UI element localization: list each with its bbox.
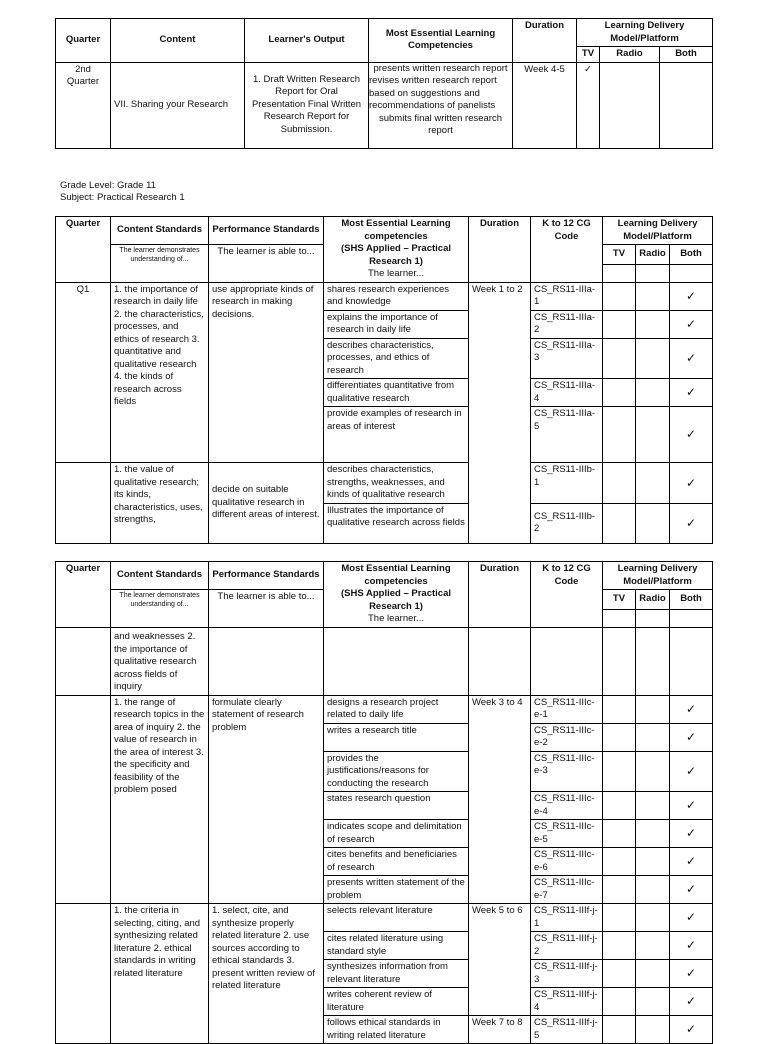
- content-cell: VII. Sharing your Research: [111, 62, 245, 148]
- header-quarter: Quarter: [56, 217, 111, 283]
- check-icon: ✓: [670, 463, 713, 504]
- check-icon: ✓: [670, 407, 713, 463]
- check-icon: ✓: [670, 751, 713, 792]
- check-icon: ✓: [670, 503, 713, 543]
- competency-item: presents written research report: [373, 62, 508, 74]
- header-both: Both: [670, 590, 713, 610]
- header-cg-code: K to 12 CG Code: [531, 562, 603, 628]
- ps-subheader: The learner is able to...: [209, 245, 324, 283]
- cg-code-cell: CS_RS11-IIIc-e-6: [531, 848, 603, 876]
- cg-code-cell: CS_RS11-IIIa-1: [531, 282, 603, 310]
- header-delivery: Learning Delivery Model/Platform: [577, 19, 713, 47]
- content-standard-cell: and weaknesses 2. the importance of qualitative research across fields of inquiry: [111, 627, 209, 695]
- check-icon: ✓: [670, 820, 713, 848]
- cg-code-cell: CS_RS11-IIIf-j-2: [531, 932, 603, 960]
- header-melc: Most Essential Learning Competencies: [369, 19, 513, 63]
- header-quarter: Quarter: [56, 19, 111, 63]
- header-delivery: Learning Delivery Model/Platform: [603, 217, 713, 245]
- header-melc: The learner...: [368, 268, 424, 279]
- cg-code-cell: CS_RS11-IIIf-j-4: [531, 988, 603, 1016]
- competency-cell: designs a research project related to daily life: [324, 695, 469, 723]
- competency-cell: describes characteristics, processes, and ethics of research: [324, 338, 469, 379]
- content-standard-cell: 1. the range of research topics in the area of inquiry 2. the value of research in the area of interest 3. the specificity and feasibility of the problem posed: [111, 695, 209, 904]
- performance-standard-cell: use appropriate kinds of research in making decisions.: [209, 282, 324, 463]
- header-radio: Radio: [600, 47, 660, 63]
- competency-cell: selects relevant literature: [324, 904, 469, 932]
- check-icon: ✓: [670, 310, 713, 338]
- duration-cell: Week 4-5: [513, 62, 577, 148]
- grade-level: Grade Level: Grade 11: [60, 180, 156, 191]
- table-q1: [55, 216, 713, 544]
- check-icon: ✓: [670, 848, 713, 876]
- check-icon: ✓: [670, 338, 713, 379]
- header-both: Both: [670, 245, 713, 265]
- header-melc: Research 1): [369, 255, 423, 267]
- header-duration: Duration: [469, 217, 531, 283]
- header-tv: TV: [603, 590, 636, 610]
- header-melc: competencies: [364, 230, 428, 242]
- cs-subheader: The learner demonstrates understanding of...: [111, 590, 209, 628]
- header-radio: Radio: [636, 245, 670, 265]
- cg-code-cell: CS_RS11-IIIf-j-5: [531, 1016, 603, 1044]
- cg-code-cell: CS_RS11-IIIa-5: [531, 407, 603, 463]
- content-standard-cell: 1. the value of qualitative research; its kinds, characteristics, uses, strengths,: [111, 463, 209, 544]
- cg-code-cell: CS_RS11-IIIb-1: [531, 463, 603, 504]
- competency-cell: shares research experiences and knowledge: [324, 282, 469, 310]
- header-delivery: Learning Delivery Model/Platform: [603, 562, 713, 590]
- check-icon: ✓: [670, 988, 713, 1016]
- competency-cell: indicates scope and delimitation of research: [324, 820, 469, 848]
- cg-code-cell: CS_RS11-IIIa-2: [531, 310, 603, 338]
- header-melc: competencies: [364, 575, 428, 587]
- header-duration: Duration: [469, 562, 531, 628]
- cg-code-cell: CS_RS11-IIIf-j-1: [531, 904, 603, 932]
- check-icon: ✓: [670, 932, 713, 960]
- header-performance-standards: Performance Standards: [209, 562, 324, 590]
- competency-cell: writes coherent review of literature: [324, 988, 469, 1016]
- competency-item: revises written research report based on suggestions and recommendations of panelists: [369, 75, 497, 111]
- header-melc: Research 1): [369, 600, 423, 612]
- performance-standard-cell: decide on suitable qualitative research in different areas of interest.: [209, 463, 324, 544]
- cg-code-cell: CS_RS11-IIIc-e-2: [531, 723, 603, 751]
- cg-code-cell: CS_RS11-IIIc-e-5: [531, 820, 603, 848]
- duration-cell: Week 7 to 8: [469, 1016, 531, 1044]
- quarter-cell: Q1: [56, 282, 111, 463]
- header-radio: Radio: [636, 590, 670, 610]
- subject: Subject: Practical Research 1: [60, 192, 185, 203]
- check-icon: ✓: [670, 904, 713, 932]
- content-standard-cell: 1. the criteria in selecting, citing, and synthesizing related literature 2. ethical standards in writing related literature: [111, 904, 209, 1044]
- output-cell: 1. Draft Written Research Report for Oral Presentation Final Written Research Report for Submission.: [245, 62, 369, 148]
- duration-cell: Week 1 to 2: [469, 282, 531, 543]
- header-melc: (SHS Applied – Practical: [341, 243, 451, 254]
- competency-cell: describes characteristics, strengths, weaknesses, and kinds of qualitative research: [324, 463, 469, 504]
- check-icon: ✓: [577, 62, 600, 148]
- check-icon: ✓: [670, 1016, 713, 1044]
- header-melc: Most Essential Learning: [341, 563, 451, 574]
- cg-code-cell: CS_RS11-IIIb-2: [531, 503, 603, 543]
- check-icon: ✓: [670, 282, 713, 310]
- competency-cell: follows ethical standards in writing related literature: [324, 1016, 469, 1044]
- cg-code-cell: CS_RS11-IIIa-4: [531, 379, 603, 407]
- header-duration: Duration: [513, 19, 577, 63]
- competency-cell: differentiates quantitative from qualitative research: [324, 379, 469, 407]
- header-content-standards: Content Standards: [111, 217, 209, 245]
- cg-code-cell: CS_RS11-IIIa-3: [531, 338, 603, 379]
- cs-subheader: The learner demonstrates understanding of...: [111, 245, 209, 283]
- check-icon: ✓: [670, 876, 713, 904]
- header-performance-standards: Performance Standards: [209, 217, 324, 245]
- header-tv: TV: [603, 245, 636, 265]
- check-icon: ✓: [670, 379, 713, 407]
- table-q1-continued: [55, 561, 713, 1044]
- competency-cell: presents written statement of the problem: [324, 876, 469, 904]
- performance-standard-cell: 1. select, cite, and synthesize properly related literature 2. use sources according to ethical standards 3. present written review of related literature: [209, 904, 324, 1044]
- duration-cell: Week 3 to 4: [469, 695, 531, 904]
- header-cg-code: K to 12 CG Code: [531, 217, 603, 283]
- table-2nd-quarter: [55, 18, 713, 149]
- cg-code-cell: CS_RS11-IIIc-e-7: [531, 876, 603, 904]
- header-melc: The learner...: [368, 613, 424, 624]
- competency-cell: cites benefits and beneficiaries of research: [324, 848, 469, 876]
- cg-code-cell: CS_RS11-IIIf-j-3: [531, 960, 603, 988]
- competency-cell: cites related literature using standard style: [324, 932, 469, 960]
- competency-cell: provide examples of research in areas of interest: [324, 407, 469, 463]
- cg-code-cell: CS_RS11-IIIc-e-3: [531, 751, 603, 792]
- ps-subheader: The learner is able to...: [209, 590, 324, 628]
- competency-cell: provides the justifications/reasons for conducting the research: [324, 751, 469, 792]
- quarter-cell: 2nd Quarter: [56, 62, 111, 148]
- header-melc: (SHS Applied – Practical: [341, 588, 451, 599]
- competency-item: submits final written research report: [378, 112, 503, 136]
- cg-code-cell: CS_RS11-IIIc-e-4: [531, 792, 603, 820]
- duration-cell: Week 5 to 6: [469, 904, 531, 1016]
- header-melc: Most Essential Learning: [341, 218, 451, 229]
- performance-standard-cell: formulate clearly statement of research problem: [209, 695, 324, 904]
- content-standard-cell: 1. the importance of research in daily life 2. the characteristics, processes, and ethics of research 3. quantitative and qualitative research 4. the kinds of research across fields: [111, 282, 209, 463]
- cg-code-cell: CS_RS11-IIIc-e-1: [531, 695, 603, 723]
- check-icon: ✓: [670, 960, 713, 988]
- header-both: Both: [660, 47, 713, 63]
- header-content: Content: [111, 19, 245, 63]
- header-tv: TV: [577, 47, 600, 63]
- check-icon: ✓: [670, 723, 713, 751]
- competency-cell: explains the importance of research in daily life: [324, 310, 469, 338]
- competency-cell: Illustrates the importance of qualitative research across fields: [324, 503, 469, 543]
- check-icon: ✓: [670, 792, 713, 820]
- competency-cell: states research question: [324, 792, 469, 820]
- header-quarter: Quarter: [56, 562, 111, 628]
- header-learners-output: Learner's Output: [245, 19, 369, 63]
- competency-cell: synthesizes information from relevant literature: [324, 960, 469, 988]
- header-content-standards: Content Standards: [111, 562, 209, 590]
- competency-cell: writes a research title: [324, 723, 469, 751]
- check-icon: ✓: [670, 695, 713, 723]
